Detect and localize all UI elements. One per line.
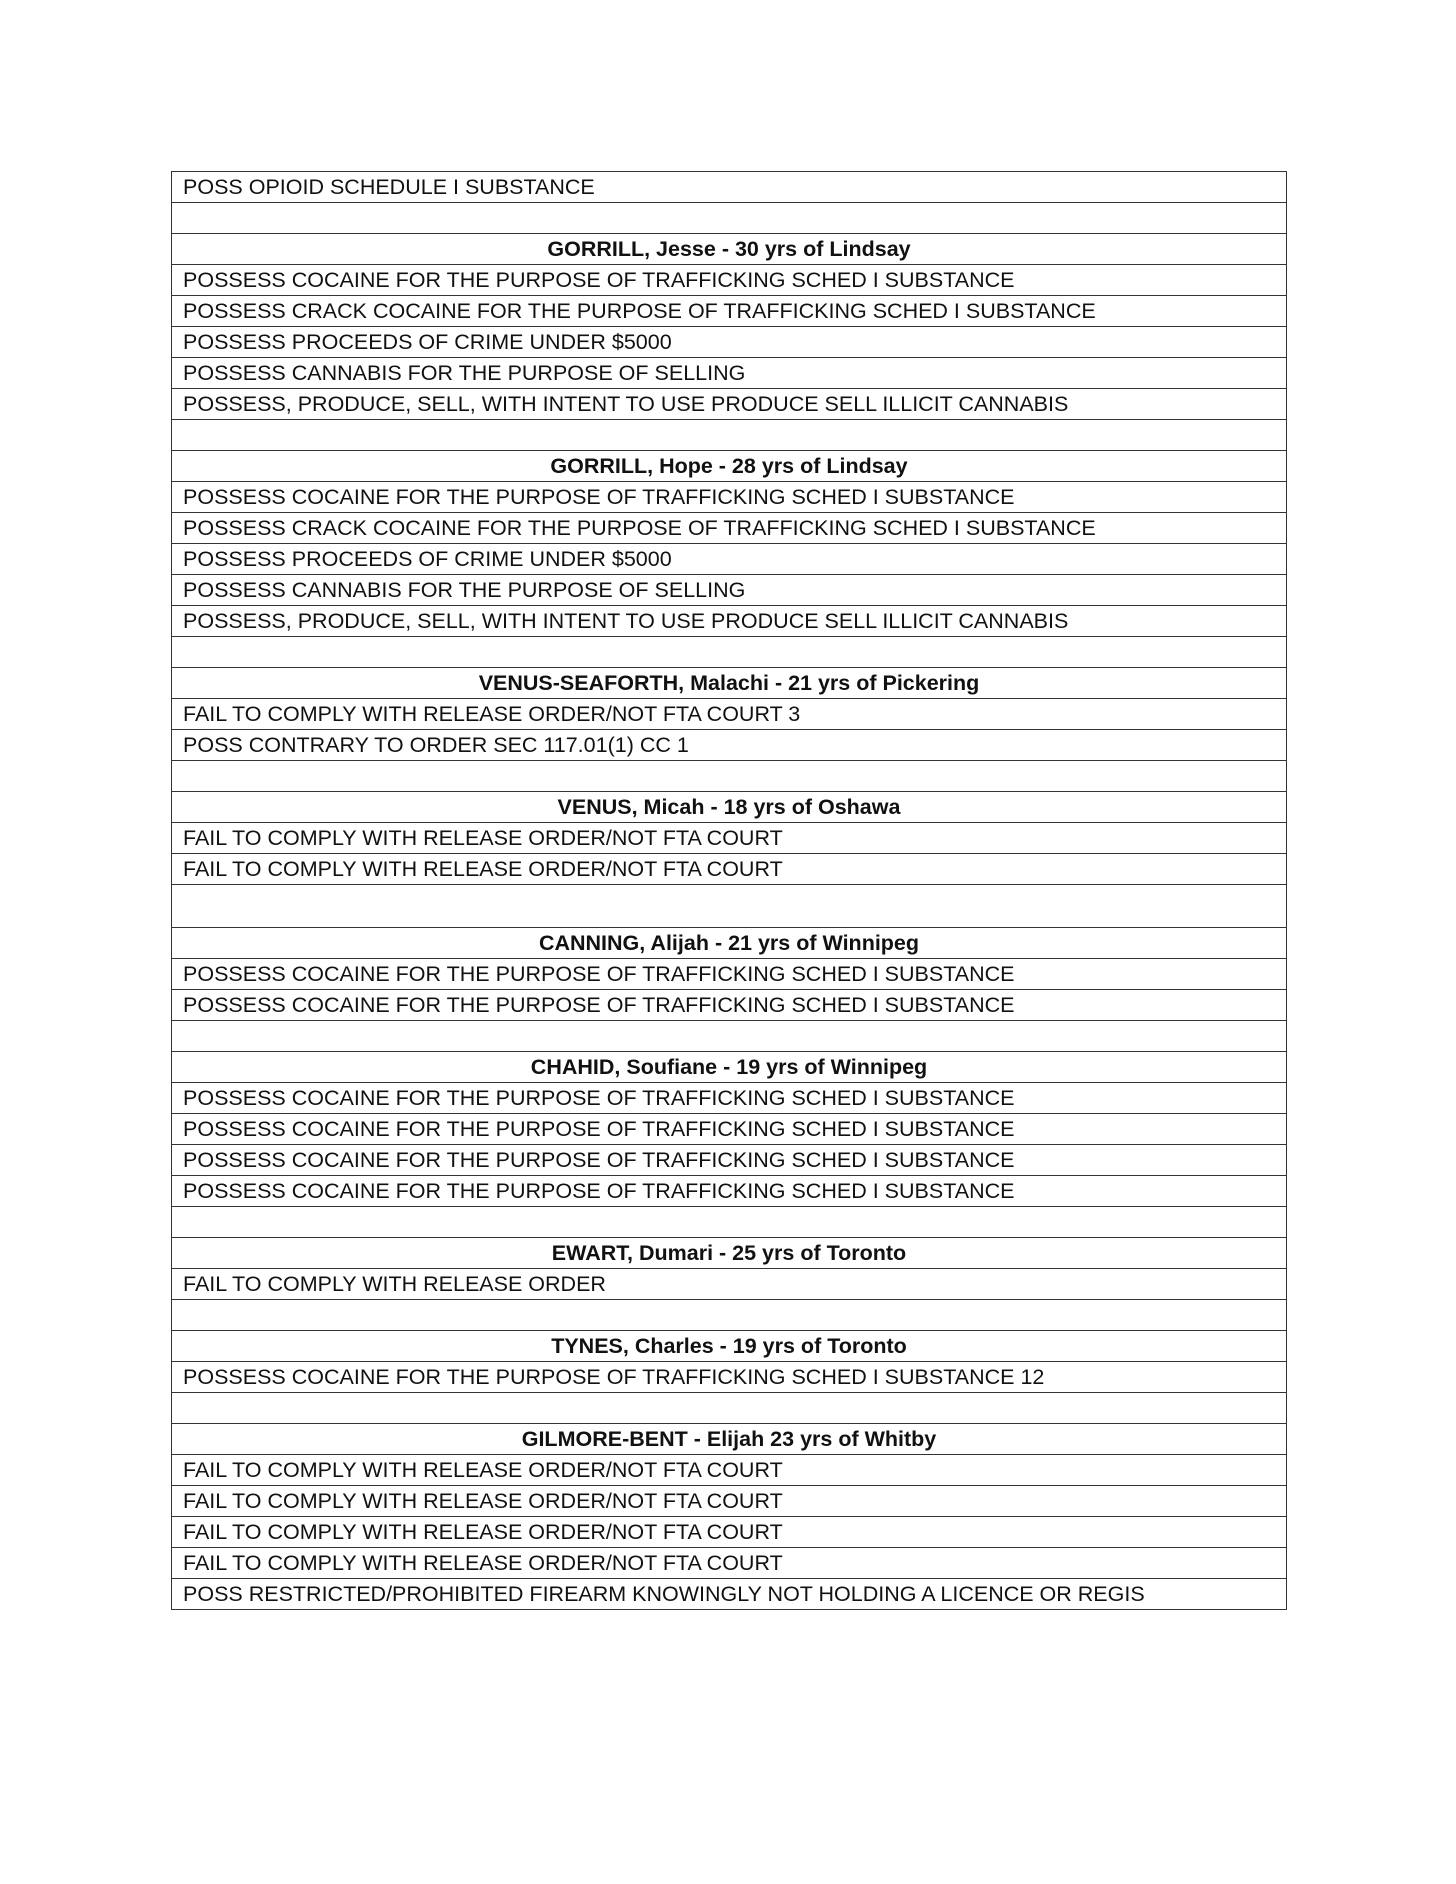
charge-text: POSSESS CRACK COCAINE FOR THE PURPOSE OF TRAFFICKING SCHED I SUBSTANCE: [172, 296, 1287, 327]
spacer-row: [172, 203, 1287, 234]
accused-name: GORRILL, Jesse - 30 yrs of Lindsay: [172, 234, 1287, 265]
accused-name-row: [172, 1424, 1287, 1455]
charge-row: [172, 606, 1287, 637]
charge-row: [172, 959, 1287, 990]
spacer-row: [172, 1300, 1287, 1331]
accused-name-row: [172, 1238, 1287, 1269]
charge-text: FAIL TO COMPLY WITH RELEASE ORDER/NOT FTA COURT: [172, 823, 1287, 854]
charge-row: [172, 1579, 1287, 1610]
charge-row: [172, 327, 1287, 358]
accused-name-row: [172, 792, 1287, 823]
charge-row: [172, 513, 1287, 544]
charge-row: [172, 730, 1287, 761]
charge-text: POSSESS CRACK COCAINE FOR THE PURPOSE OF TRAFFICKING SCHED I SUBSTANCE: [172, 513, 1287, 544]
spacer-row: [172, 761, 1287, 792]
accused-name-row: [172, 1331, 1287, 1362]
charge-row: [172, 823, 1287, 854]
accused-name-row: [172, 928, 1287, 959]
charge-row: [172, 482, 1287, 513]
charge-text: POSSESS COCAINE FOR THE PURPOSE OF TRAFFICKING SCHED I SUBSTANCE: [172, 990, 1287, 1021]
spacer-row: [172, 1393, 1287, 1424]
accused-name: VENUS-SEAFORTH, Malachi - 21 yrs of Pickering: [172, 668, 1287, 699]
charge-text: POSSESS PROCEEDS OF CRIME UNDER $5000: [172, 327, 1287, 358]
accused-name-row: [172, 1052, 1287, 1083]
charge-row: [172, 1145, 1287, 1176]
spacer-row: [172, 1207, 1287, 1238]
charge-text: POSSESS COCAINE FOR THE PURPOSE OF TRAFFICKING SCHED I SUBSTANCE: [172, 1083, 1287, 1114]
spacer-cell: [172, 420, 1287, 451]
spacer-cell: [172, 761, 1287, 792]
charge-text: FAIL TO COMPLY WITH RELEASE ORDER/NOT FTA COURT: [172, 1486, 1287, 1517]
accused-name: CHAHID, Soufiane - 19 yrs of Winnipeg: [172, 1052, 1287, 1083]
spacer-cell: [172, 1393, 1287, 1424]
charge-row: [172, 854, 1287, 885]
charge-row: [172, 389, 1287, 420]
charge-row: [172, 575, 1287, 606]
accused-name: GORRILL, Hope - 28 yrs of Lindsay: [172, 451, 1287, 482]
accused-name: EWART, Dumari - 25 yrs of Toronto: [172, 1238, 1287, 1269]
charges-table: [171, 171, 1287, 1610]
charge-text: POSS OPIOID SCHEDULE I SUBSTANCE: [172, 172, 1287, 203]
charge-text: FAIL TO COMPLY WITH RELEASE ORDER: [172, 1269, 1287, 1300]
spacer-cell: [172, 203, 1287, 234]
charges-table-body: [172, 172, 1287, 1610]
spacer-row: [172, 885, 1287, 928]
spacer-cell: [172, 1207, 1287, 1238]
spacer-cell: [172, 637, 1287, 668]
spacer-cell: [172, 1300, 1287, 1331]
accused-name: TYNES, Charles - 19 yrs of Toronto: [172, 1331, 1287, 1362]
accused-name: VENUS, Micah - 18 yrs of Oshawa: [172, 792, 1287, 823]
charge-row: [172, 265, 1287, 296]
charge-row: [172, 1548, 1287, 1579]
charge-text: POSSESS COCAINE FOR THE PURPOSE OF TRAFFICKING SCHED I SUBSTANCE: [172, 1145, 1287, 1176]
accused-name-row: [172, 668, 1287, 699]
charge-row: [172, 1517, 1287, 1548]
charge-text: POSSESS COCAINE FOR THE PURPOSE OF TRAFFICKING SCHED I SUBSTANCE: [172, 1176, 1287, 1207]
charge-row: [172, 699, 1287, 730]
charge-text: POSS CONTRARY TO ORDER SEC 117.01(1) CC 1: [172, 730, 1287, 761]
accused-name-row: [172, 234, 1287, 265]
spacer-row: [172, 420, 1287, 451]
charge-text: POSSESS COCAINE FOR THE PURPOSE OF TRAFFICKING SCHED I SUBSTANCE: [172, 959, 1287, 990]
charge-row: [172, 1455, 1287, 1486]
charge-text: FAIL TO COMPLY WITH RELEASE ORDER/NOT FTA COURT: [172, 1517, 1287, 1548]
charge-row: [172, 1176, 1287, 1207]
charge-row: [172, 1083, 1287, 1114]
charge-text: POSSESS COCAINE FOR THE PURPOSE OF TRAFFICKING SCHED I SUBSTANCE: [172, 1114, 1287, 1145]
accused-name: CANNING, Alijah - 21 yrs of Winnipeg: [172, 928, 1287, 959]
charge-text: POSSESS COCAINE FOR THE PURPOSE OF TRAFFICKING SCHED I SUBSTANCE 12: [172, 1362, 1287, 1393]
charge-text: POSSESS COCAINE FOR THE PURPOSE OF TRAFFICKING SCHED I SUBSTANCE: [172, 265, 1287, 296]
spacer-row: [172, 1021, 1287, 1052]
spacer-cell: [172, 1021, 1287, 1052]
charge-text: FAIL TO COMPLY WITH RELEASE ORDER/NOT FTA COURT: [172, 1548, 1287, 1579]
charge-row: [172, 296, 1287, 327]
charge-row: [172, 358, 1287, 389]
charge-text: FAIL TO COMPLY WITH RELEASE ORDER/NOT FTA COURT: [172, 1455, 1287, 1486]
charge-row: [172, 990, 1287, 1021]
charge-row: [172, 1362, 1287, 1393]
charge-row: [172, 1114, 1287, 1145]
spacer-cell: [172, 885, 1287, 928]
charge-text: POSSESS CANNABIS FOR THE PURPOSE OF SELLING: [172, 575, 1287, 606]
accused-name-row: [172, 451, 1287, 482]
charge-text: POSSESS, PRODUCE, SELL, WITH INTENT TO USE PRODUCE SELL ILLICIT CANNABIS: [172, 389, 1287, 420]
charge-row: [172, 1486, 1287, 1517]
charge-text: POSS RESTRICTED/PROHIBITED FIREARM KNOWINGLY NOT HOLDING A LICENCE OR REGIS: [172, 1579, 1287, 1610]
charge-row: [172, 172, 1287, 203]
charge-text: POSSESS CANNABIS FOR THE PURPOSE OF SELLING: [172, 358, 1287, 389]
spacer-row: [172, 637, 1287, 668]
charge-text: FAIL TO COMPLY WITH RELEASE ORDER/NOT FTA COURT: [172, 854, 1287, 885]
charge-text: POSSESS PROCEEDS OF CRIME UNDER $5000: [172, 544, 1287, 575]
charge-text: FAIL TO COMPLY WITH RELEASE ORDER/NOT FTA COURT 3: [172, 699, 1287, 730]
charge-row: [172, 1269, 1287, 1300]
accused-name: GILMORE-BENT - Elijah 23 yrs of Whitby: [172, 1424, 1287, 1455]
charge-text: POSSESS, PRODUCE, SELL, WITH INTENT TO USE PRODUCE SELL ILLICIT CANNABIS: [172, 606, 1287, 637]
charge-text: POSSESS COCAINE FOR THE PURPOSE OF TRAFFICKING SCHED I SUBSTANCE: [172, 482, 1287, 513]
charge-row: [172, 544, 1287, 575]
